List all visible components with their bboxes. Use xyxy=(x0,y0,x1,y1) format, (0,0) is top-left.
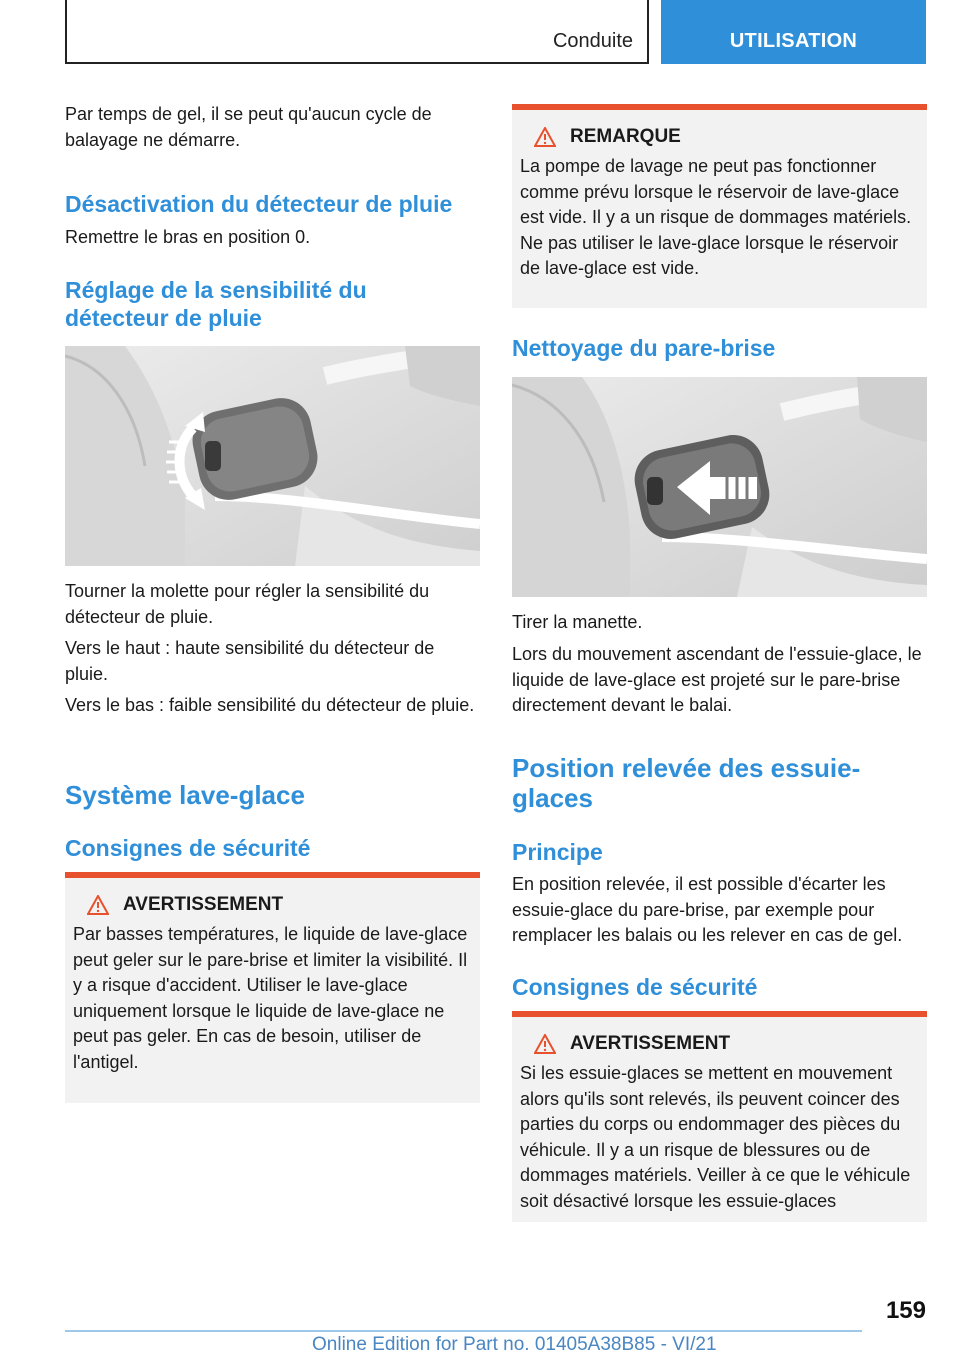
cleaning-heading: Nettoyage du pare-brise xyxy=(512,335,776,361)
principle-text: En position relevée, il est possible d'écarter les essuie-glace du pare-brise, par exemple pour remplacer les balais ou les relever en cas de gel. xyxy=(512,874,903,945)
left-warning-title: AVERTISSEMENT xyxy=(123,894,284,915)
left-safety-heading: Consignes de sécurité xyxy=(65,835,311,861)
intro-text: Par temps de gel, il se peut qu'aucun cycle de balayage ne démarre. xyxy=(65,104,432,150)
raised-position-heading: Position relevée des essuie-glaces xyxy=(512,753,861,813)
header-section-tab xyxy=(65,0,649,64)
header-chapter: UTILISATION xyxy=(729,30,858,52)
sensitivity-p1: Tourner la molette pour régler la sensibilité du détecteur de pluie. xyxy=(65,581,430,627)
left-warning-text: Par basses températures, le liquide de lave-glace peut geler sur le pare-brise et limiter la visibilité. Il y a risque d'accident. Utiliser le lave-glace uniquement lorsque le liquide de lave-glace ne peut pas geler. En cas de besoin, utiliser de l'antigel. xyxy=(73,924,468,1072)
right-warning-text: Si les essuie-glaces se mettent en mouvement alors qu'ils sont relevés, ils peuvent coincer des parties du corps ou endommager des pièces du véhicule. Il y a un risque de blessures ou de dommages matériels. Veiller à ce que le véhicule soit désactivé lorsque les essuie-glaces xyxy=(520,1063,911,1211)
header-section: Conduite xyxy=(552,30,633,52)
note-box xyxy=(512,104,927,308)
sensitivity-heading: Réglage de la sensibilité du détecteur de pluie xyxy=(65,277,367,331)
sensitivity-wheel-image xyxy=(65,346,480,566)
left-warning-box xyxy=(65,872,480,1103)
sensitivity-p3: Vers le bas : faible sensibilité du détecteur de pluie. xyxy=(65,695,475,715)
footer-divider xyxy=(65,1330,862,1332)
washer-heading: Système lave-glace xyxy=(65,780,305,810)
wiper-lever-pull-image xyxy=(512,377,927,597)
page-number: 159 xyxy=(885,1297,926,1324)
right-warning-box xyxy=(512,1011,927,1222)
deactivation-text: Remettre le bras en position 0. xyxy=(65,227,311,247)
note-title: REMARQUE xyxy=(570,126,681,147)
cleaning-p1: Tirer la manette. xyxy=(512,612,643,632)
right-warning-title: AVERTISSEMENT xyxy=(570,1033,731,1054)
warning-triangle-icon xyxy=(87,895,109,915)
principle-heading: Principe xyxy=(512,839,603,865)
note-text: La pompe de lavage ne peut pas fonctionner comme prévu lorsque le réservoir de lave-glace est vide. Il y a un risque de dommages matériels. Ne pas utiliser le lave-glace lorsque le réservoir de lave-glace est vide. xyxy=(520,156,912,278)
footer-edition: Online Edition for Part no. 01405A38B85 - VI/21 xyxy=(312,1334,717,1355)
header-chapter-tab xyxy=(661,0,926,64)
deactivation-heading: Désactivation du détecteur de pluie xyxy=(65,191,453,217)
cleaning-p2: Lors du mouvement ascendant de l'essuie-glace, le liquide de lave-glace est projeté sur le pare-brise directement devant le balai. xyxy=(512,644,922,715)
warning-triangle-icon xyxy=(534,1034,556,1054)
sensitivity-p2: Vers le haut : haute sensibilité du détecteur de pluie. xyxy=(65,638,435,684)
note-triangle-icon xyxy=(534,127,556,147)
right-safety-heading: Consignes de sécurité xyxy=(512,974,758,1000)
